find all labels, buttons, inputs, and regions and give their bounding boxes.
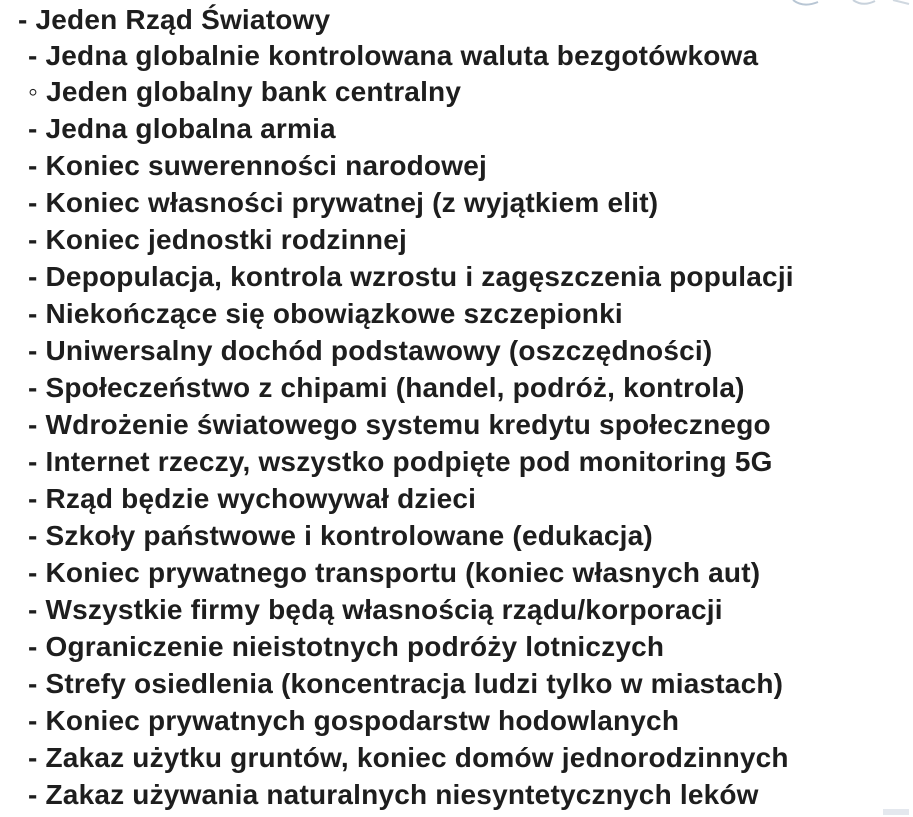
list-item: - Koniec jednostki rodzinnej — [28, 224, 407, 255]
list-item: ◦ Jeden globalny bank centralny — [28, 76, 462, 107]
bottom-edge-artifact — [853, 805, 913, 817]
list-item: - Wdrożenie światowego systemu kredytu społecznego — [28, 409, 771, 440]
list-item: - Internet rzeczy, wszystko podpięte pod monitoring 5G — [28, 446, 773, 477]
list-item: - Zakaz używania naturalnych niesyntetycznych leków — [28, 779, 759, 810]
list-item: - Koniec prywatnych gospodarstw hodowlanych — [28, 705, 680, 736]
list-item: - Wszystkie firmy będą własnością rządu/korporacji — [28, 594, 723, 625]
list-item: - Niekończące się obowiązkowe szczepionki — [28, 298, 623, 329]
list-item: - Szkoły państwowe i kontrolowane (edukacja) — [28, 520, 653, 551]
list-item: - Koniec prywatnego transportu (koniec własnych aut) — [28, 557, 761, 588]
list-item: - Rząd będzie wychowywał dzieci — [28, 483, 477, 514]
list-item: - Koniec własności prywatnej (z wyjątkiem elit) — [28, 187, 659, 218]
list-item: - Ograniczenie nieistotnych podróży lotniczych — [28, 631, 665, 662]
list-item: - Uniwersalny dochód podstawowy (oszczędności) — [28, 335, 713, 366]
list-item: - Koniec suwerenności narodowej — [28, 150, 487, 181]
list-item: - Zakaz użytku gruntów, koniec domów jednorodzinnych — [28, 742, 789, 773]
list-item: - Jedna globalna armia — [28, 113, 336, 144]
list-item: - Strefy osiedlenia (koncentracja ludzi tylko w miastach) — [28, 668, 784, 699]
list-item: - Jeden Rząd Światowy — [18, 4, 331, 35]
list-item: - Społeczeństwo z chipami (handel, podróż, kontrola) — [28, 372, 745, 403]
list-item: - Depopulacja, kontrola wzrostu i zagęszczenia populacji — [28, 261, 794, 292]
top-edge-artifact — [613, 0, 913, 10]
list-item: - Jedna globalnie kontrolowana waluta bezgotówkowa — [28, 40, 759, 71]
